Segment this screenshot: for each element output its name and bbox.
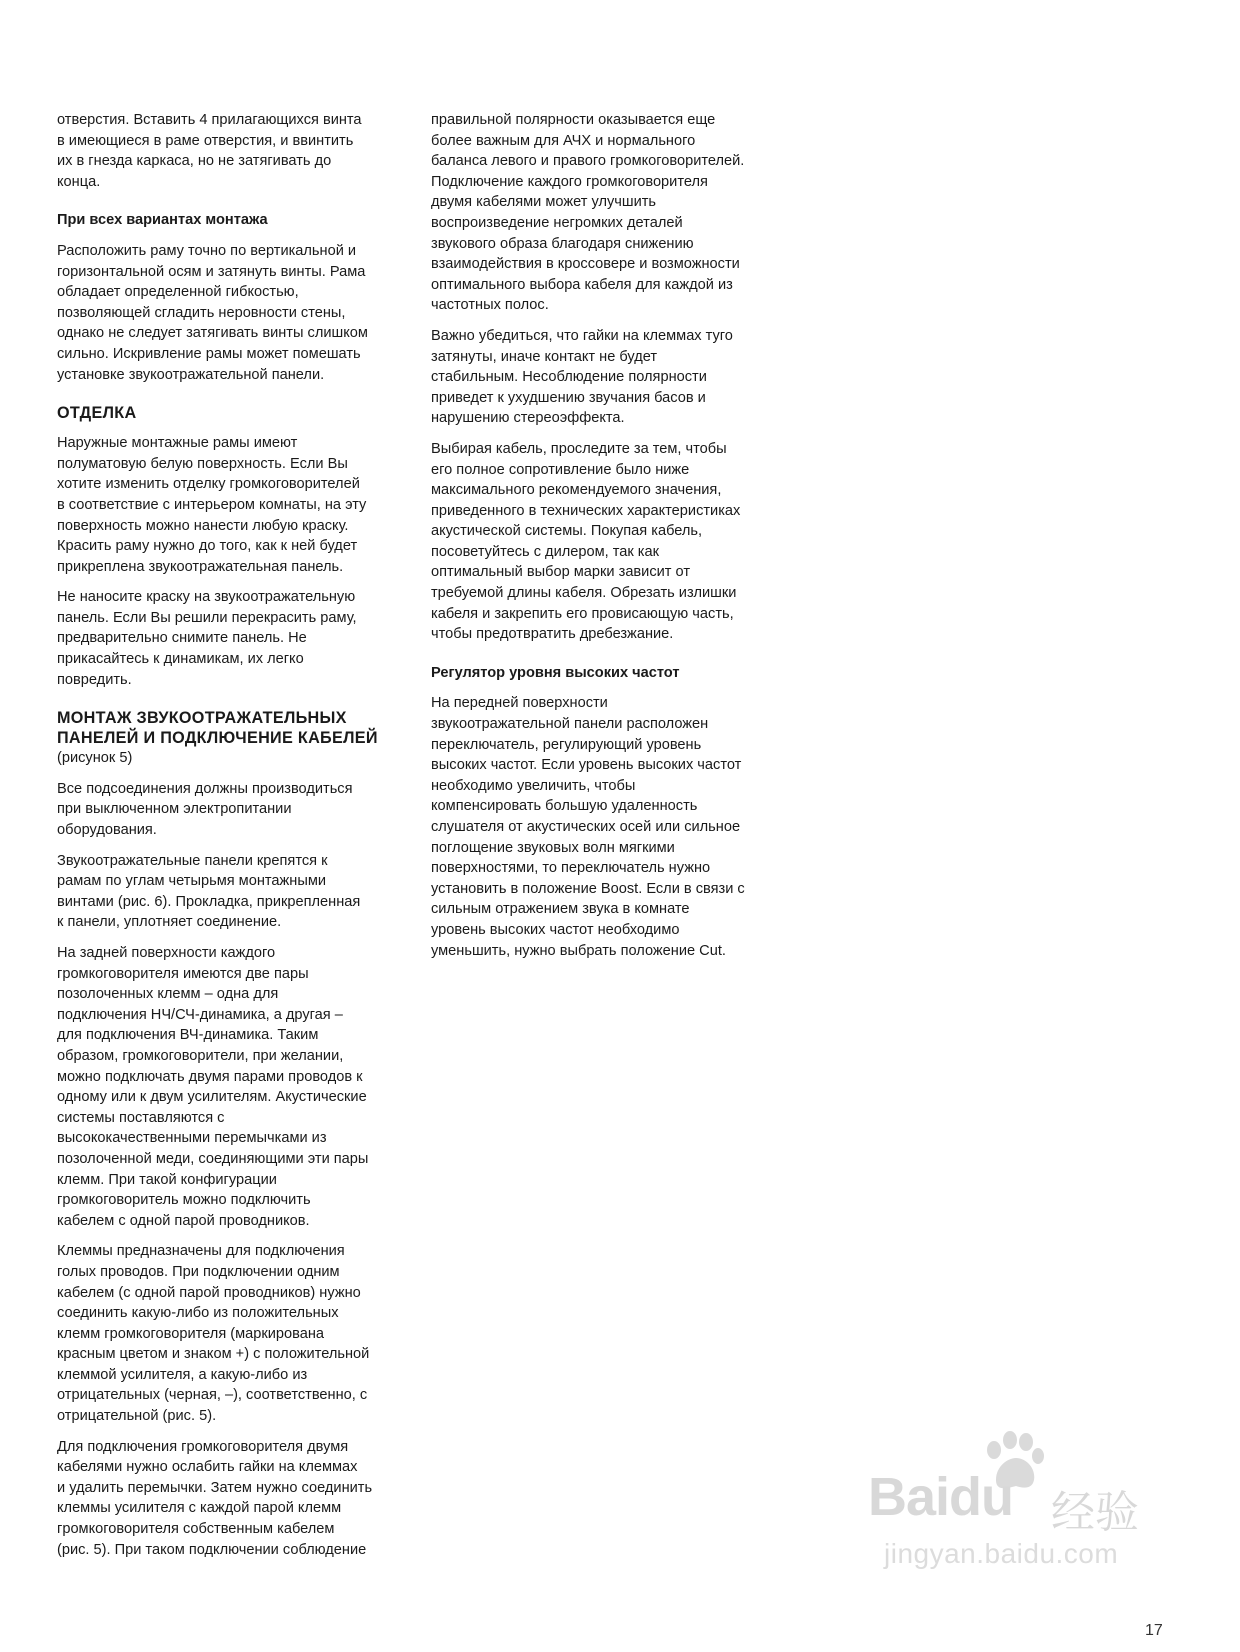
right-column (431, 110, 796, 971)
paragraph-single-wiring: Клеммы предназначены для подключения голых проводов. При подключении одним кабелем (с одной парой проводников) нужно соединить какую-либо из положительных клемм громкоговорителя (маркирована красным цветом и знаком +) с положительной клеммой усилителя, а какую-либо из отрицательных (черная, –), соответственно, с отрицательной (рис. 5). (57, 1243, 370, 1425)
subheading-all-mount-variants: При всех вариантах монтажа (57, 212, 268, 229)
watermark-cn-text: 经验 (1051, 1487, 1139, 1538)
paragraph-frame-finish: Наружные монтажные рамы имеют полуматовую белую поверхность. Если Вы хотите изменить отделку громкоговорителей в соответствие с интерьером комнаты, на эту поверхность можно нанести любую краску. Красить раму нужно до того, как к ней будет прикреплена звукоотражательная панель. (57, 435, 367, 575)
paragraph-tighten-nuts: Важно убедиться, что гайки на клеммах туго затянуты, иначе контакт не будет стабильным. Несоблюдение полярности приведет к ухудшению звучания басов и нарушению стереоэффекта. (431, 327, 733, 427)
paragraph-cable-choice: Выбирая кабель, проследите за тем, чтобы его полное сопротивление было ниже максимального рекомендуемого значения, приведенного в технических характеристиках акустической системы. Покупая кабель, посоветуйтесь с дилером, так как оптимальный выбор марки зависит от требуемой длины кабеля. Обрезать излишки кабеля и закрепить его провисающую часть, чтобы предотвратить дребезжание. (431, 440, 741, 643)
paragraph-polarity: правильной полярности оказывается еще более важным для АЧХ и нормального баланса левого и правого громкоговорителей. Подключение каждого громкоговорителя двумя кабелями может улучшить воспроизведение негромких деталей звукового образа благодаря снижению взаимодействия в кроссовере и возможности оптимального выбора кабеля для каждой из частотных полос. (431, 112, 745, 314)
paragraph-treble-switch: На передней поверхности звукоотражательной панели расположен переключатель, регулирующий уровень высоких частот. Если уровень высоких частот необходимо увеличить, чтобы компенсировать большую удаленность слушателя от акустических осей или сильное поглощение звуковых волн мягкими поверхностями, то переключатель нужно установить в положение Boost. Если в связи с сильным отражением звука в комнате уровень высоких частот необходимо уменьшить, нужно выбрать положение Cut. (431, 695, 745, 959)
paragraph-mounting-screws: отверстия. Вставить 4 прилагающихся винта в имеющиеся в раме отверстия, и ввинтить их в гнезда каркаса, но не затягивать до конца. (57, 112, 362, 190)
baidu-watermark (856, 1428, 1156, 1573)
paragraph-paint-warning: Не наносите краску на звукоотражательную панель. Если Вы решили перекрасить раму, предварительно снимите панель. Не прикасайтесь к динамикам, их легко повредить. (57, 589, 357, 688)
left-column (57, 110, 417, 1570)
paragraph-bi-wiring: Для подключения громкоговорителя двумя кабелями нужно ослабить гайки на клеммах и удалить перемычки. Затем нужно соединить клеммы усилителя с каждой парой клемм громкоговорителя собственным кабелем (рис. 5). При таком подключении соблюдение (57, 1438, 373, 1558)
section-heading-install-panels: МОНТАЖ ЗВУКООТРАЖАТЕЛЬНЫХ ПАНЕЛЕЙ И ПОДКЛЮЧЕНИЕ КАБЕЛЕЙ (57, 709, 378, 748)
subheading-treble-control: Регулятор уровня высоких частот (431, 664, 680, 681)
paragraph-panel-screws: Звукоотражательные панели крепятся к рамам по углам четырьмя монтажными винтами (рис. 6). Прокладка, прикрепленная к панели, уплотняет соединение. (57, 852, 361, 931)
watermark-brand: Baidu (868, 1467, 1014, 1527)
paragraph-power-off: Все подсоединения должны производиться при выключенном электропитании оборудования. (57, 780, 353, 839)
paragraph-frame-alignment: Расположить раму точно по вертикальной и горизонтальной осям и затянуть винты. Рама обладает определенной гибкостью, позволяющей сгладить неровности стены, однако не следует затягивать винты слишком сильно. Искривление рамы может помешать установке звукоотражательной панели. (57, 242, 368, 383)
paragraph-terminals: На задней поверхности каждого громкоговорителя имеются две пары позолоченных клемм – одна для подключения НЧ/СЧ-динамика, а другая – для подключения ВЧ-динамика. Таким образом, громкоговорители, при желании, можно подключать двумя парами проводов к одному или к двум усилителям. Акустические системы поставляются с высококачественными перемычками из позолоченной меди, соединяющими эти пары клемм. При такой конфигурации громкоговоритель можно подключить кабелем с одной парой проводников. (57, 945, 369, 1229)
watermark-url: jingyan.baidu.com (884, 1538, 1119, 1569)
page-number: 17 (1145, 1622, 1163, 1639)
figure-reference: (рисунок 5) (57, 750, 133, 767)
section-heading-finish: ОТДЕЛКА (57, 404, 137, 423)
